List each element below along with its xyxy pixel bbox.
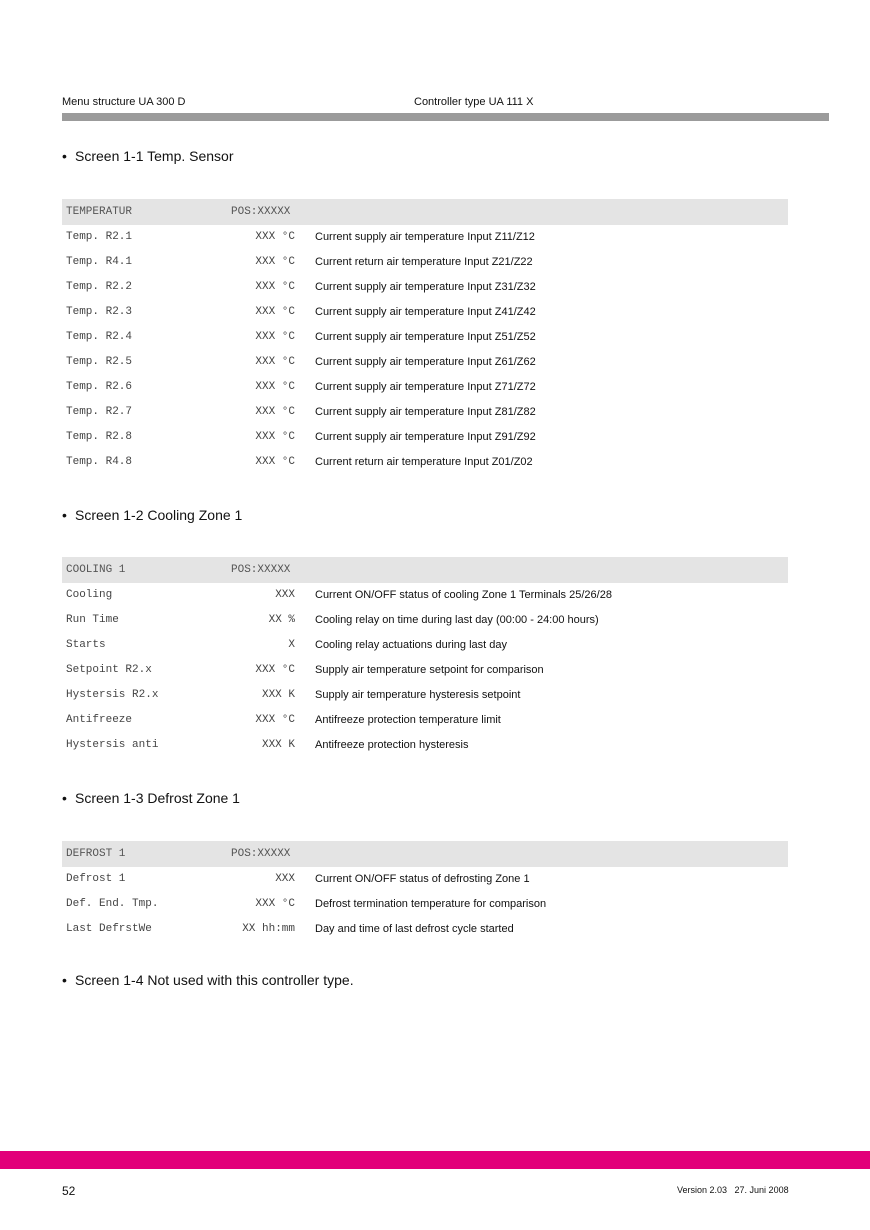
version-date: Version 2.03 27. Juni 2008 [677,1185,789,1195]
table-row [62,375,788,400]
row-name: Antifreeze [66,714,133,726]
row-description: Antifreeze protection hysteresis [315,739,469,751]
row-description: Current return air temperature Input Z01/Z02 [315,456,533,468]
row-description: Current supply air temperature Input Z71/Z72 [315,381,536,393]
row-description: Current supply air temperature Input Z51/Z52 [315,331,536,343]
row-name: Last DefrstWe [66,923,152,935]
footer-bar [0,1151,870,1169]
row-description: Current supply air temperature Input Z61/Z62 [315,356,536,368]
row-description: Current ON/OFF status of defrosting Zone 1 [315,873,530,885]
row-value: XXX [275,589,295,601]
table-row [62,917,788,942]
row-value: XXX °C [255,231,295,243]
row-name: Defrost 1 [66,873,126,885]
table-header-name: DEFROST 1 [66,848,126,860]
row-name: Starts [66,639,106,651]
table-row [62,400,788,425]
row-name: Temp. R2.2 [66,281,133,293]
row-description: Day and time of last defrost cycle started [315,923,514,935]
row-name: Temp. R4.8 [66,456,133,468]
row-description: Antifreeze protection temperature limit [315,714,501,726]
row-description: Cooling relay on time during last day (00:00 - 24:00 hours) [315,614,599,626]
table-row [62,608,788,633]
bullet-icon: • [62,507,67,523]
row-description: Current ON/OFF status of cooling Zone 1 Terminals 25/26/28 [315,589,612,601]
table-row [62,450,788,475]
row-description: Current supply air temperature Input Z11/Z12 [315,231,535,243]
row-name: Def. End. Tmp. [66,898,159,910]
row-description: Current return air temperature Input Z21/Z22 [315,256,533,268]
row-name: Temp. R2.6 [66,381,133,393]
row-value: XXX °C [255,431,295,443]
bullet-icon: • [62,972,67,988]
row-name: Temp. R2.4 [66,331,133,343]
table-header-pos: POS:XXXXX [231,564,291,576]
row-value: XXX °C [255,281,295,293]
section-heading [62,507,242,523]
table-row [62,867,788,892]
row-description: Supply air temperature hysteresis setpoint [315,689,521,701]
row-value: XX hh:mm [242,923,295,935]
table-header-pos: POS:XXXXX [231,206,291,218]
table-row [62,250,788,275]
table-header [62,557,788,583]
menu-table-temp-sensor [62,199,788,475]
row-name: Temp. R2.3 [66,306,133,318]
page-number: 52 [62,1184,76,1198]
bullet-icon: • [62,790,67,806]
row-name: Temp. R4.1 [66,256,133,268]
row-name: Setpoint R2.x [66,664,152,676]
row-description: Current supply air temperature Input Z91/Z92 [315,431,536,443]
row-name: Temp. R2.8 [66,431,133,443]
row-value: XXX K [261,689,295,701]
row-description: Current supply air temperature Input Z81/Z82 [315,406,536,418]
menu-table-cooling-zone-1 [62,557,788,758]
section-heading [62,972,354,988]
row-name: Temp. R2.5 [66,356,133,368]
row-description: Current supply air temperature Input Z41/Z42 [315,306,536,318]
row-value: XXX °C [255,306,295,318]
row-description: Supply air temperature setpoint for comparison [315,664,544,676]
row-value: X [288,639,295,651]
row-value: XXX °C [255,456,295,468]
table-row [62,633,788,658]
table-header-pos: POS:XXXXX [231,848,291,860]
table-header-name: TEMPERATUR [66,206,133,218]
table-header-name: COOLING 1 [66,564,126,576]
row-value: XX % [268,614,295,626]
table-row [62,733,788,758]
row-name: Hystersis R2.x [66,689,159,701]
bullet-icon: • [62,148,67,164]
row-description: Current supply air temperature Input Z31/Z32 [315,281,536,293]
section-title: Screen 1-4 Not used with this controller type. [75,972,354,988]
table-row [62,350,788,375]
table-row [62,658,788,683]
section-title: Screen 1-3 Defrost Zone 1 [75,790,240,806]
header-left: Menu structure UA 300 D [62,96,186,108]
table-row [62,300,788,325]
row-value: XXX °C [255,256,295,268]
row-name: Temp. R2.7 [66,406,133,418]
table-row [62,225,788,250]
table-header [62,841,788,867]
header-rule [62,113,829,121]
row-value: XXX [275,873,295,885]
row-description: Cooling relay actuations during last day [315,639,508,651]
table-row [62,708,788,733]
row-value: XXX °C [255,381,295,393]
section-heading [62,790,240,806]
table-row [62,425,788,450]
table-header [62,199,788,225]
table-row [62,325,788,350]
table-row [62,583,788,608]
row-value: XXX °C [255,406,295,418]
row-name: Cooling [66,589,113,601]
row-value: XXX K [261,739,295,751]
table-row [62,892,788,917]
row-value: XXX °C [255,714,295,726]
row-value: XXX °C [255,898,295,910]
section-title: Screen 1-1 Temp. Sensor [75,148,234,164]
section-title: Screen 1-2 Cooling Zone 1 [75,507,243,523]
section-heading [62,148,234,164]
row-name: Temp. R2.1 [66,231,133,243]
row-value: XXX °C [255,664,295,676]
row-name: Hystersis anti [66,739,159,751]
row-value: XXX °C [255,356,295,368]
table-row [62,683,788,708]
row-value: XXX °C [255,331,295,343]
row-name: Run Time [66,614,119,626]
row-description: Defrost termination temperature for comparison [315,898,547,910]
header-center: Controller type UA 111 X [414,96,534,108]
menu-table-defrost-zone-1 [62,841,788,942]
table-row [62,275,788,300]
